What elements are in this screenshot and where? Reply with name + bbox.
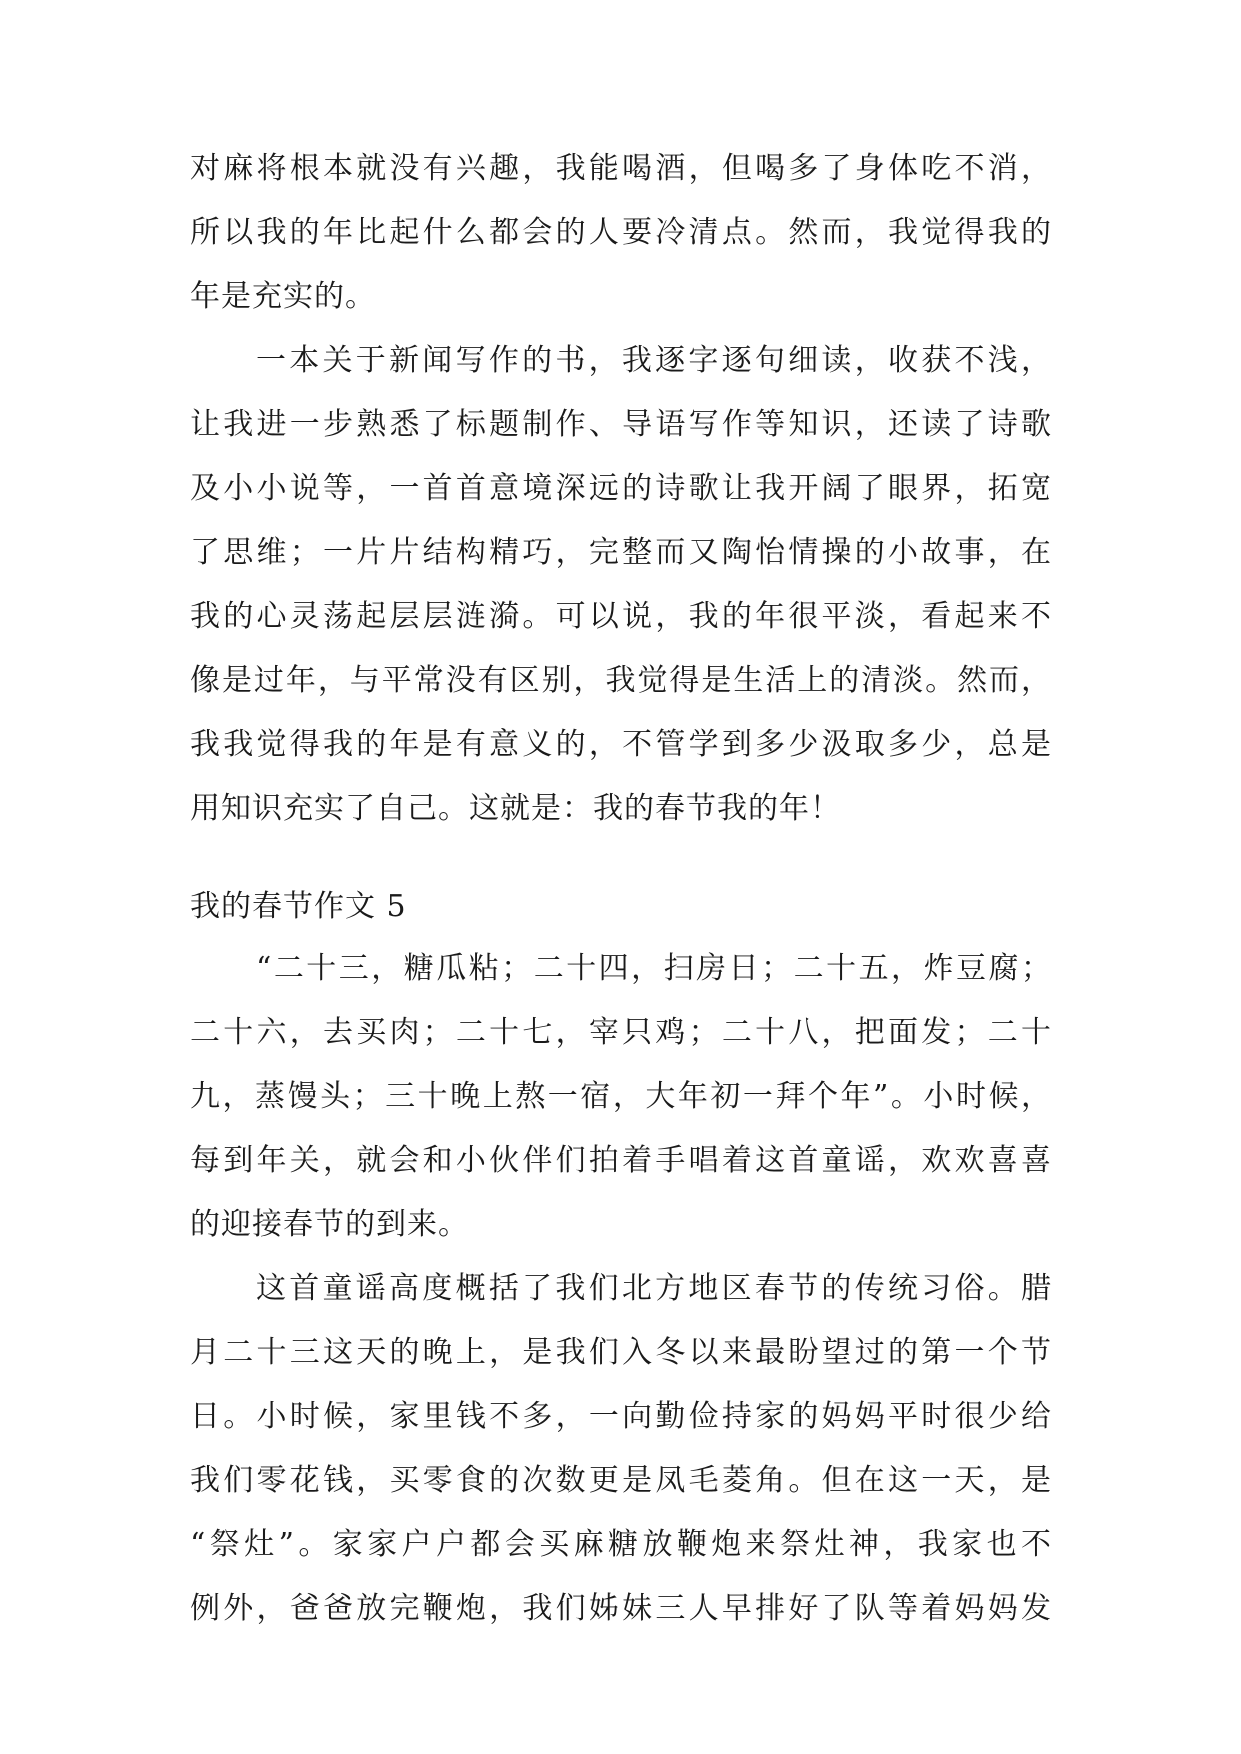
text-line: 这首童谣高度概括了我们北方地区春节的传统习俗。腊 — [256, 1271, 1052, 1306]
text-line: 我我觉得我的年是有意义的，不管学到多少汲取多少，总是 — [190, 727, 1052, 762]
text-line: 的迎接春节的到来。 — [190, 1207, 469, 1242]
text-line: 像是过年，与平常没有区别，我觉得是生活上的清淡。然而， — [190, 663, 1052, 698]
text-line: 日。小时候，家里钱不多，一向勤俭持家的妈妈平时很少给 — [190, 1399, 1052, 1434]
text-line: 了思维；一片片结构精巧，完整而又陶怡情操的小故事，在 — [190, 535, 1052, 570]
text-line: “祭灶”。家家户户都会买麻糖放鞭炮来祭灶神，我家也不 — [190, 1527, 1052, 1562]
text-line: 对麻将根本就没有兴趣，我能喝酒，但喝多了身体吃不消， — [190, 151, 1052, 186]
text-line: 我们零花钱，买零食的次数更是凤毛菱角。但在这一天，是 — [190, 1463, 1052, 1498]
text-line: 二十六，去买肉；二十七，宰只鸡；二十八，把面发；二十 — [190, 1015, 1052, 1050]
text-line: 让我进一步熟悉了标题制作、导语写作等知识，还读了诗歌 — [190, 407, 1052, 442]
text-line: 九，蒸馒头；三十晚上熬一宿，大年初一拜个年”。小时候， — [190, 1079, 1052, 1114]
text-line: 月二十三这天的晚上，是我们入冬以来最盼望过的第一个节 — [190, 1335, 1052, 1370]
text-line: 用知识充实了自己。这就是：我的春节我的年！ — [190, 791, 841, 826]
text-line: “二十三，糖瓜粘；二十四，扫房日；二十五，炸豆腐； — [256, 951, 1052, 986]
text-line: 年是充实的。 — [190, 279, 376, 314]
text-line: 所以我的年比起什么都会的人要冷清点。然而，我觉得我的 — [190, 215, 1052, 250]
text-line: 每到年关，就会和小伙伴们拍着手唱着这首童谣，欢欢喜喜 — [190, 1143, 1052, 1178]
text-line: 例外，爸爸放完鞭炮，我们姊妹三人早排好了队等着妈妈发 — [190, 1591, 1052, 1626]
section-heading: 我的春节作文 5 — [190, 889, 407, 924]
text-line: 我的心灵荡起层层涟漪。可以说，我的年很平淡，看起来不 — [190, 599, 1052, 634]
text-line: 一本关于新闻写作的书，我逐字逐句细读，收获不浅， — [256, 343, 1052, 378]
text-line: 及小小说等，一首首意境深远的诗歌让我开阔了眼界，拓宽 — [190, 471, 1052, 506]
